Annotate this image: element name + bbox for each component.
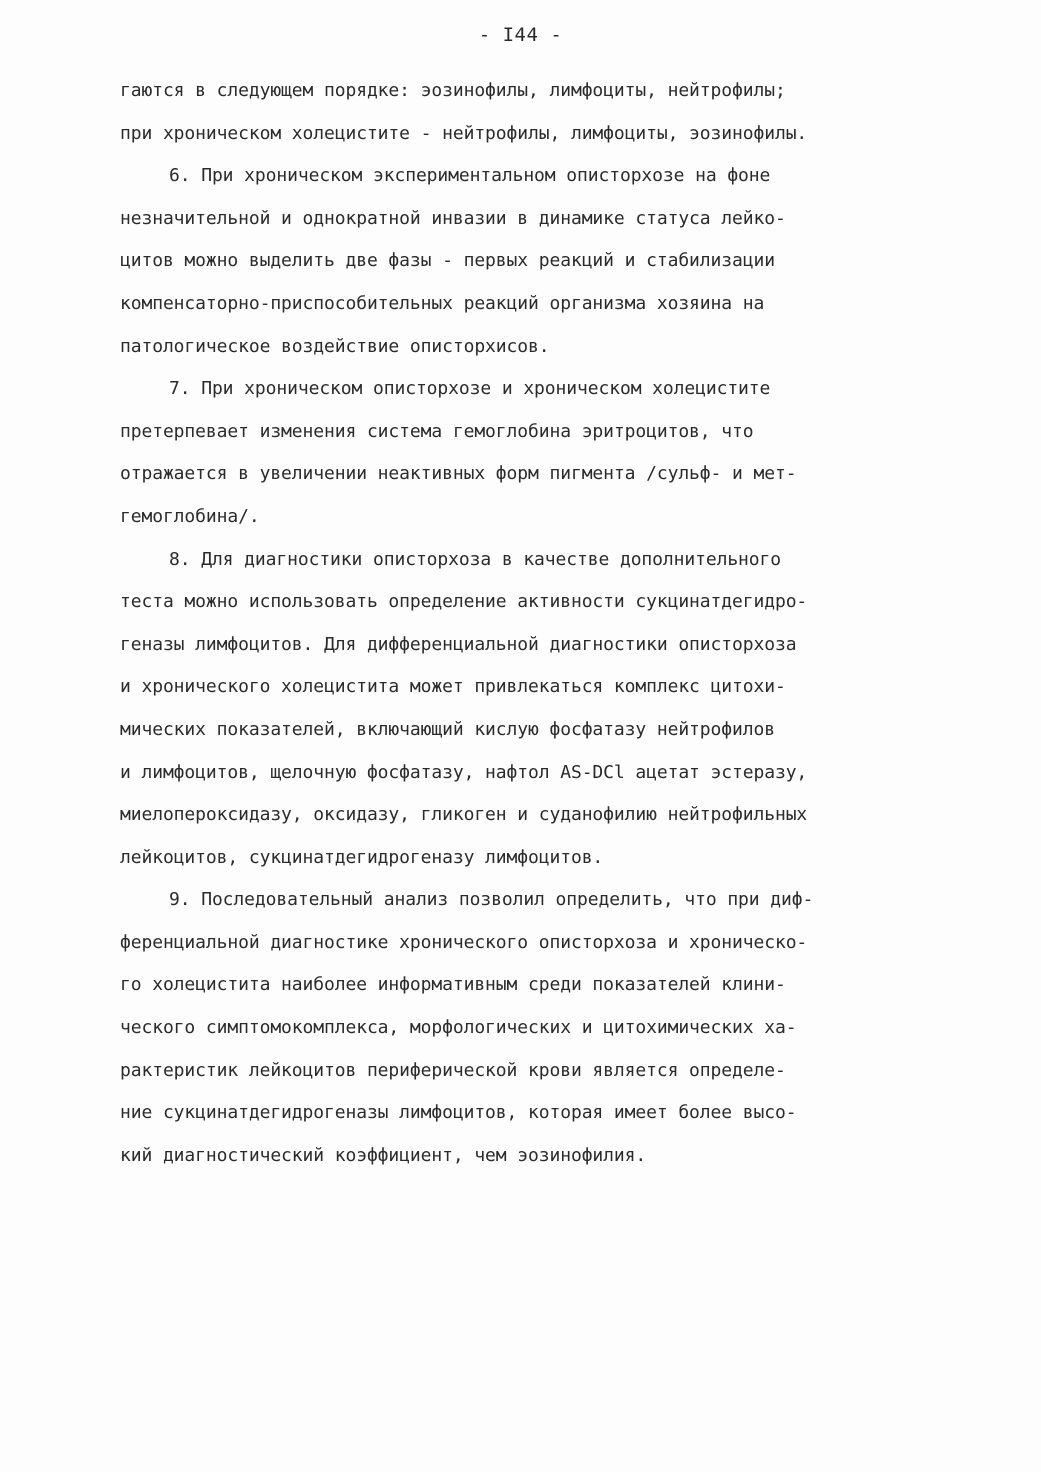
text-line: отражается в увеличении неактивных форм пигмента /сульф- и мет- xyxy=(120,463,797,485)
text-line: гаются в следующем порядке: эозинофилы, лимфоциты, нейтрофилы; xyxy=(120,80,786,101)
text-line: компенсаторно-приспособительных реакций организма хозяина на xyxy=(120,292,765,314)
text-line: цитов можно выделить две фазы - первых реакций и стабилизации xyxy=(120,250,775,272)
text-line: 9. Последовательный анализ позволил определить, что при диф- xyxy=(169,889,814,911)
text-line: рактеристик лейкоцитов периферической крови является определе- xyxy=(120,1059,786,1081)
text-line: мических показателей, включающий кислую фосфатазу нейтрофилов xyxy=(120,718,775,740)
text-line: ческого симптомокомплекса, морфологических и цитохимических ха- xyxy=(120,1017,797,1039)
text-line: теста можно использовать определение активности сукцинатдегидро- xyxy=(120,591,808,613)
text-line: миелопероксидазу, оксидазу, гликоген и суданофилию нейтрофильных xyxy=(120,804,808,826)
text-line: претерпевает изменения система гемоглобина эритроцитов, что xyxy=(120,420,754,442)
text-line: и хронического холецистита может привлекаться комплекс цитохи- xyxy=(120,676,786,698)
text-line: незначительной и однократной инвазии в динамике статуса лейко- xyxy=(120,207,786,229)
text-line: и лимфоцитов, щелочную фосфатазу, нафтол AS-DCl ацетат эстеразу, xyxy=(120,761,808,783)
text-line: 7. При хроническом описторхозе и хроническом холецистите xyxy=(169,378,771,400)
text-line: 6. При хроническом экспериментальном описторхозе на фоне xyxy=(169,165,771,187)
text-line: лейкоцитов, сукцинатдегидрогеназу лимфоцитов. xyxy=(120,846,604,868)
text-line: ференциальной диагностике хронического описторхоза и хроническо- xyxy=(120,931,808,953)
text-line: геназы лимфоцитов. Для дифференциальной диагностики описторхоза xyxy=(120,633,797,655)
text-line: гемоглобина/. xyxy=(120,505,260,527)
text-line: го холецистита наиболее информативным среди показателей клини- xyxy=(120,974,786,996)
page-number: - I44 - xyxy=(478,24,563,46)
text-line: при хроническом холецистите - нейтрофилы, лимфоциты, эозинофилы. xyxy=(120,122,808,144)
text-line: кий диагностический коэффициент, чем эозинофилия. xyxy=(120,1144,647,1166)
text-line: 8. Для диагностики описторхоза в качестве дополнительного xyxy=(169,548,782,570)
text-line: патологическое воздействие описторхисов. xyxy=(120,335,550,357)
text-line: ние сукцинатдегидрогеназы лимфоцитов, которая имеет более высо- xyxy=(120,1102,797,1124)
body-text xyxy=(120,70,960,1177)
